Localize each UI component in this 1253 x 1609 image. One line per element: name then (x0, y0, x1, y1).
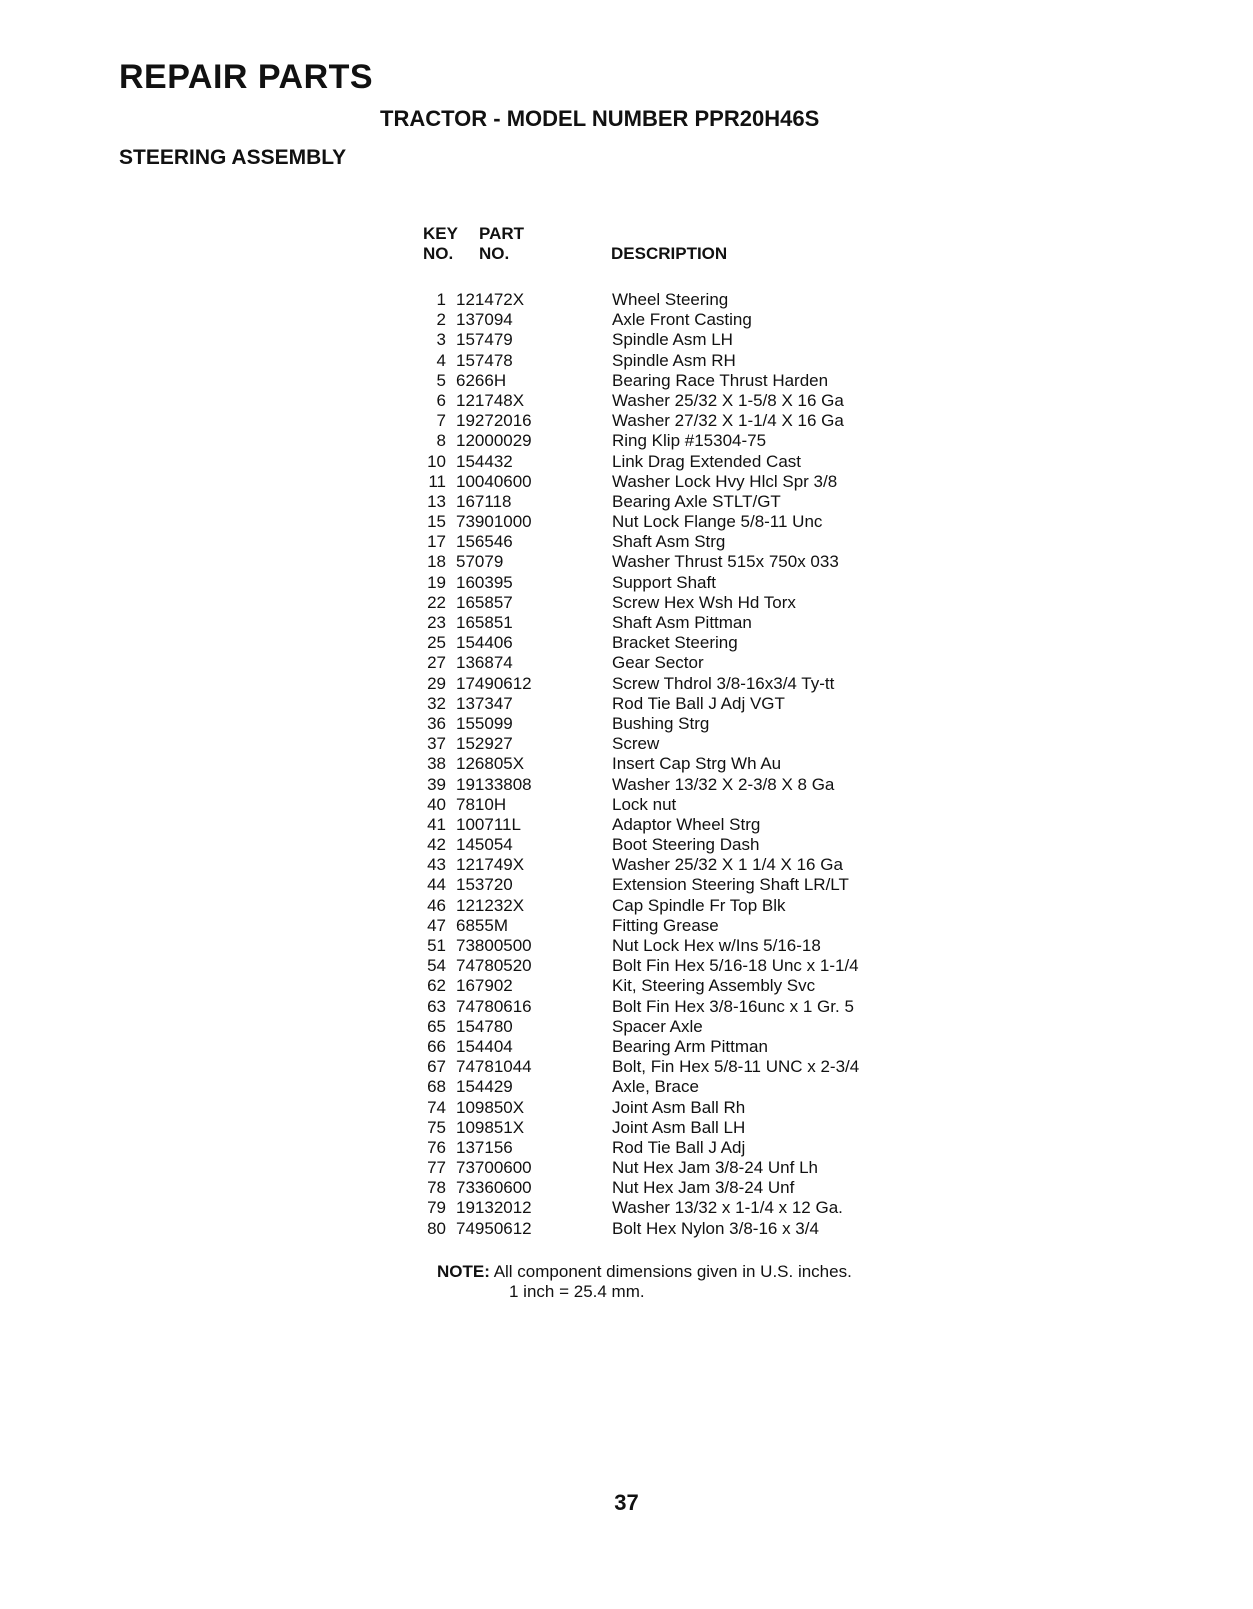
part-no-cell: 19132012 (456, 1198, 532, 1218)
key-no-cell: 66 (427, 1036, 446, 1056)
part-no-cell: 165851 (456, 613, 513, 632)
description-cell: Washer 27/32 X 1-1/4 X 16 Ga (612, 411, 844, 431)
key-no-cell: 65 (427, 1016, 446, 1036)
part-no-cell: 19133808 (456, 774, 532, 794)
part-no-cell: 136874 (456, 653, 513, 673)
key-no-cell: 63 (427, 996, 446, 1016)
part-no-cell: 109851X (456, 1117, 525, 1137)
note-label: NOTE: (437, 1262, 490, 1281)
table-row (424, 552, 859, 572)
part-no-cell: 165857 (456, 592, 513, 612)
part-no-cell: 153720 (456, 875, 513, 895)
description-cell: Bearing Race Thrust Harden (612, 370, 829, 390)
table-row (424, 1057, 859, 1077)
page-title: REPAIR PARTS (119, 58, 374, 96)
part-no-cell: 121232X (456, 895, 525, 915)
description-cell: Gear Sector (612, 653, 704, 673)
description-cell: Washer Lock Hvy Hlcl Spr 3/8 (612, 471, 838, 491)
table-row (424, 1037, 859, 1057)
part-no-cell: 6855M (456, 915, 508, 935)
key-no-cell: 32 (427, 693, 446, 713)
part-no-cell: 137094 (456, 310, 513, 330)
part-no-cell: 73700600 (456, 1158, 532, 1178)
key-no-cell: 80 (427, 1218, 446, 1238)
description-cell: Axle, Brace (612, 1077, 699, 1097)
description-cell: Adaptor Wheel Strg (612, 814, 761, 834)
part-no-cell: 100711L (456, 814, 521, 834)
key-no-cell: 47 (427, 915, 446, 935)
key-no-cell: 2 (436, 310, 446, 330)
key-no-cell: 23 (427, 613, 446, 632)
table-row (424, 290, 859, 310)
description-cell: Joint Asm Ball Rh (612, 1097, 746, 1117)
part-no-cell: 73800500 (456, 936, 532, 955)
description-cell: Rod Tie Ball J Adj (612, 1137, 746, 1157)
description-cell: Bolt Fin Hex 3/8-16unc x 1 Gr. 5 (612, 996, 854, 1016)
table-row (424, 653, 859, 673)
description-cell: Cap Spindle Fr Top Blk (612, 895, 786, 915)
part-no-cell: 154406 (456, 633, 513, 653)
table-row (424, 371, 859, 391)
table-row (424, 855, 859, 875)
part-no-cell: 137347 (456, 693, 513, 713)
part-no-cell: 12000029 (456, 431, 532, 451)
description-cell: Washer 13/32 x 1-1/4 x 12 Ga. (612, 1198, 843, 1218)
description-cell: Ring Klip #15304-75 (612, 431, 767, 451)
note-line1: All component dimensions given in U.S. inches. (493, 1262, 852, 1281)
key-no-cell: 46 (427, 895, 446, 915)
description-cell: Bolt Fin Hex 5/16-18 Unc x 1-1/4 (612, 956, 859, 976)
page-number: 37 (614, 1490, 639, 1515)
key-no-cell: 6 (436, 390, 446, 410)
key-no-cell: 77 (427, 1158, 446, 1178)
table-row (424, 795, 859, 815)
table-row (424, 452, 859, 472)
key-no-cell: 7 (436, 411, 446, 431)
table-row (424, 1118, 859, 1138)
key-no-cell: 3 (436, 330, 446, 350)
table-row (424, 916, 859, 936)
key-no-cell: 29 (427, 673, 446, 693)
description-cell: Screw (612, 734, 660, 754)
part-no-cell: 121748X (456, 390, 525, 410)
part-no-cell: 19272016 (456, 411, 532, 431)
part-no-cell: 137156 (456, 1137, 513, 1157)
table-row (424, 1098, 859, 1118)
part-no-cell: 74950612 (456, 1218, 532, 1238)
key-no-cell: 22 (427, 592, 446, 612)
description-cell: Spindle Asm RH (612, 350, 736, 370)
key-no-cell: 13 (427, 491, 446, 511)
key-no-cell: 76 (427, 1137, 446, 1157)
key-no-cell: 10 (427, 451, 446, 471)
part-no-cell: 6266H (456, 370, 507, 390)
table-row (424, 1178, 859, 1198)
parts-table (424, 290, 859, 1239)
description-header: DESCRIPTION (611, 244, 728, 263)
key-no-cell: 18 (427, 552, 446, 572)
key-no-cell: 74 (427, 1097, 446, 1117)
key-no-cell: 40 (427, 794, 446, 814)
key-no-cell: 42 (427, 835, 446, 855)
table-row (424, 674, 859, 694)
description-cell: Shaft Asm Pittman (612, 613, 752, 632)
table-row (424, 330, 859, 350)
key-no-cell: 43 (427, 855, 446, 875)
key-no-cell: 51 (427, 936, 446, 955)
table-row (424, 775, 859, 795)
table-row (424, 1138, 859, 1158)
section-heading: STEERING ASSEMBLY (119, 146, 347, 169)
note-line2: 1 inch = 25.4 mm. (509, 1282, 645, 1301)
model-subtitle: TRACTOR - MODEL NUMBER PPR20H46S (380, 106, 820, 131)
part-no-cell: 7810H (456, 794, 507, 814)
description-cell: Fitting Grease (612, 915, 719, 935)
part-no-cell: 154429 (456, 1077, 513, 1097)
key-no-cell: 37 (427, 734, 446, 754)
description-cell: Nut Lock Flange 5/8-11 Unc (612, 512, 823, 532)
part-no-cell: 160395 (456, 572, 513, 592)
part-no-cell: 121472X (456, 290, 525, 309)
table-row (424, 1017, 859, 1037)
table-row (424, 492, 859, 512)
part-no-cell: 157479 (456, 330, 513, 350)
description-cell: Bearing Arm Pittman (612, 1036, 768, 1056)
key-no-cell: 5 (436, 370, 446, 390)
part-no-cell: 167902 (456, 976, 513, 996)
table-row (424, 391, 859, 411)
table-row (424, 976, 859, 996)
part-no-cell: 154404 (456, 1036, 513, 1056)
description-cell: Nut Hex Jam 3/8-24 Unf Lh (612, 1158, 818, 1178)
description-cell: Washer 25/32 X 1-5/8 X 16 Ga (612, 390, 844, 410)
table-row (424, 997, 859, 1017)
part-no-cell: 145054 (456, 835, 513, 855)
key-header-line1: KEY (423, 224, 458, 243)
table-row (424, 936, 859, 956)
description-cell: Bolt Hex Nylon 3/8-16 x 3/4 (612, 1218, 819, 1238)
key-no-cell: 27 (427, 653, 446, 673)
key-no-cell: 8 (436, 431, 446, 451)
description-cell: Bracket Steering (612, 633, 738, 653)
description-cell: Boot Steering Dash (612, 835, 760, 855)
part-no-cell: 74780616 (456, 996, 532, 1016)
table-row (424, 896, 859, 916)
description-cell: Washer 13/32 X 2-3/8 X 8 Ga (612, 774, 835, 794)
table-row (424, 714, 859, 734)
table-row (424, 512, 859, 532)
table-row (424, 431, 859, 451)
key-no-cell: 1 (436, 290, 446, 309)
part-header-line2: NO. (479, 244, 510, 263)
description-cell: Axle Front Casting (612, 310, 752, 330)
part-no-cell: 10040600 (456, 471, 532, 491)
table-row (424, 351, 859, 371)
description-cell: Washer 25/32 X 1 1/4 X 16 Ga (612, 855, 843, 875)
table-row (424, 956, 859, 976)
description-cell: Bushing Strg (612, 713, 710, 733)
key-no-header (423, 224, 483, 264)
description-cell: Extension Steering Shaft LR/LT (612, 875, 849, 895)
description-cell: Kit, Steering Assembly Svc (612, 976, 816, 996)
table-row (424, 1219, 859, 1239)
part-no-cell: 109850X (456, 1097, 525, 1117)
key-no-cell: 11 (428, 471, 446, 491)
table-row (424, 613, 859, 633)
description-cell: Lock nut (612, 794, 677, 814)
description-cell: Washer Thrust 515x 750x 033 (612, 552, 839, 572)
part-no-cell: 154432 (456, 451, 513, 471)
description-cell: Insert Cap Strg Wh Au (612, 754, 782, 774)
description-cell: Shaft Asm Strg (612, 532, 726, 552)
key-no-cell: 78 (427, 1178, 446, 1198)
table-row (424, 1077, 859, 1097)
key-no-cell: 39 (427, 774, 446, 794)
part-no-cell: 157478 (456, 350, 513, 370)
table-row (424, 310, 859, 330)
part-no-header (479, 224, 559, 264)
part-no-cell: 167118 (456, 491, 512, 511)
part-no-cell: 73360600 (456, 1178, 532, 1198)
part-no-cell: 152927 (456, 734, 513, 754)
table-row (424, 694, 859, 714)
description-cell: Wheel Steering (612, 290, 729, 309)
key-no-cell: 62 (427, 976, 446, 996)
description-cell: Nut Lock Hex w/Ins 5/16-18 (612, 936, 821, 955)
part-no-cell: 126805X (456, 754, 525, 774)
key-no-cell: 25 (427, 633, 446, 653)
key-no-cell: 38 (427, 754, 446, 774)
description-cell: Spindle Asm LH (612, 330, 733, 350)
description-cell: Support Shaft (612, 572, 716, 592)
table-row (424, 754, 859, 774)
key-no-cell: 19 (427, 572, 446, 592)
key-no-cell: 67 (427, 1057, 446, 1077)
description-cell: Rod Tie Ball J Adj VGT (612, 693, 785, 713)
table-row (424, 875, 859, 895)
table-row (424, 1158, 859, 1178)
table-row (424, 815, 859, 835)
key-no-cell: 17 (427, 532, 446, 552)
key-no-cell: 44 (427, 875, 446, 895)
key-no-cell: 54 (427, 956, 446, 976)
description-cell: Bearing Axle STLT/GT (612, 491, 781, 511)
key-no-cell: 4 (436, 350, 446, 370)
key-no-cell: 15 (427, 512, 446, 532)
table-row (424, 472, 859, 492)
part-no-cell: 154780 (456, 1016, 513, 1036)
key-no-cell: 79 (427, 1198, 446, 1218)
description-cell: Link Drag Extended Cast (612, 451, 801, 471)
table-row (424, 532, 859, 552)
note (437, 1262, 852, 1282)
table-row (424, 835, 859, 855)
part-no-cell: 17490612 (456, 673, 532, 693)
description-cell: Spacer Axle (612, 1016, 703, 1036)
key-no-cell: 75 (427, 1117, 446, 1137)
description-cell: Joint Asm Ball LH (612, 1117, 746, 1137)
description-cell: Screw Thdrol 3/8-16x3/4 Ty-tt (612, 673, 835, 693)
description-cell: Bolt, Fin Hex 5/8-11 UNC x 2-3/4 (612, 1057, 860, 1077)
key-no-cell: 41 (427, 814, 446, 834)
key-header-line2: NO. (423, 244, 454, 263)
table-row (424, 411, 859, 431)
part-header-line1: PART (479, 224, 525, 243)
table-row (424, 633, 859, 653)
table-row (424, 1198, 859, 1218)
key-no-cell: 36 (427, 713, 446, 733)
table-row (424, 573, 859, 593)
description-cell: Screw Hex Wsh Hd Torx (612, 592, 796, 612)
part-no-cell: 155099 (456, 713, 513, 733)
key-no-cell: 68 (427, 1077, 446, 1097)
description-cell: Nut Hex Jam 3/8-24 Unf (612, 1178, 795, 1198)
part-no-cell: 74780520 (456, 956, 532, 976)
part-no-cell: 73901000 (456, 512, 532, 532)
part-no-cell: 121749X (456, 855, 525, 875)
part-no-cell: 57079 (456, 552, 504, 572)
table-row (424, 593, 859, 613)
part-no-cell: 156546 (456, 532, 513, 552)
table-row (424, 734, 859, 754)
part-no-cell: 74781044 (456, 1057, 532, 1077)
